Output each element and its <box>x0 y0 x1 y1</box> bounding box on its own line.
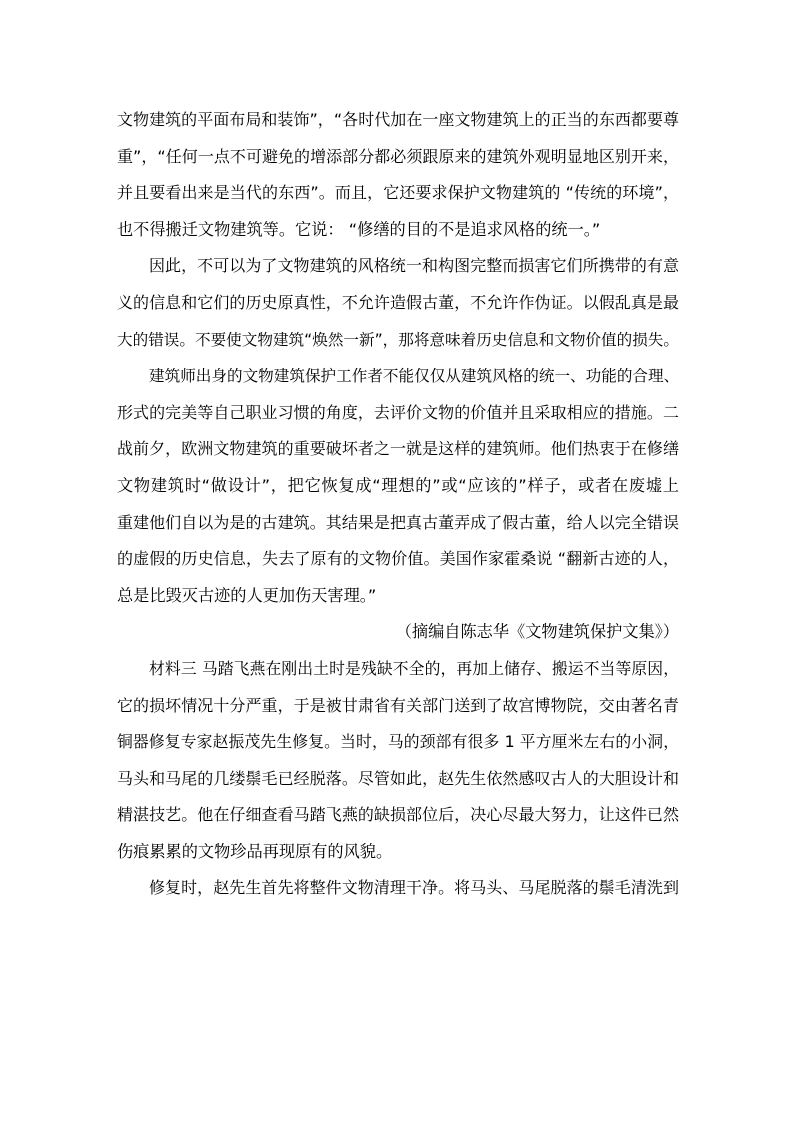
text-line: 也不得搬迁文物建筑等。它说： “修缮的目的不是追求风格的统一。” <box>117 219 601 239</box>
text-line: （摘编自陈志华《文物建筑保护文集》） <box>395 622 679 642</box>
text-line: 因此，不可以为了文物建筑的风格统一和构图完整而损害它们所携带的有意 <box>149 256 679 276</box>
text-line: 建筑师出身的文物建筑保护工作者不能仅仅从建筑风格的统一、功能的合理、 <box>149 367 680 386</box>
text-line: 修复时，赵先生首先将整件文物清理干净。将马头、马尾脱落的鬃毛清洗到 <box>149 878 679 898</box>
document-page <box>117 102 679 907</box>
text-line: 战前夕，欧洲文物建筑的重要破坏者之一就是这样的建筑师。他们热衷于在修缮 <box>117 439 679 459</box>
text-line: 大的错误。不要使文物建筑“焕然一新”，那将意味着历史信息和文物价值的损失。 <box>117 330 679 349</box>
text-line: 文物建筑时“做设计”，把它恢复成“理想的”或“应该的”样子，或者在废墟上 <box>117 475 679 495</box>
text-line: 伤痕累累的文物珍品再现原有的风貌。 <box>117 841 393 861</box>
text-line: 文物建筑的平面布局和装饰”，“各时代加在一座文物建筑上的正当的东西都要尊 <box>117 110 679 129</box>
text-line: 材料三 马踏飞燕在刚出土时是残缺不全的，再加上储存、搬运不当等原因， <box>149 658 679 678</box>
text-line: 它的损坏情况十分严重，于是被甘肃省有关部门送到了故宫博物院，交由著名青 <box>117 695 679 715</box>
text-line: 马头和马尾的几缕鬃毛已经脱落。尽管如此，赵先生依然感叹古人的大胆设计和 <box>117 768 679 788</box>
text-line: 总是比毁灭古迹的人更加伤天害理。” <box>117 585 377 605</box>
text-line: 重”，“任何一点不可避免的增添部分都必须跟原来的建筑外观明显地区别开来， <box>117 146 679 166</box>
text-line: 形式的完美等自己职业习惯的角度，去评价文物的价值并且采取相应的措施。二 <box>117 402 679 422</box>
text-line: 义的信息和它们的历史原真性，不允许造假古董，不允许作伪证。以假乱真是最 <box>117 292 679 312</box>
text-line: 的虚假的历史信息，失去了原有的文物价值。美国作家霍桑说 “翻新古迹的人， <box>117 549 679 569</box>
text-line: 铜器修复专家赵振茂先生修复。当时，马的颈部有很多 1 平方厘米左右的小洞， <box>117 732 679 752</box>
text-line: 精湛技艺。他在仔细查看马踏飞燕的缺损部位后，决心尽最大努力，让这件已然 <box>117 805 679 825</box>
text-line: 并且要看出来是当代的东西”。而且，它还要求保护文物建筑的 “传统的环境”， <box>117 183 679 203</box>
text-line: 重建他们自以为是的古建筑。其结果是把真古董弄成了假古董，给人以完全错误 <box>117 512 679 532</box>
